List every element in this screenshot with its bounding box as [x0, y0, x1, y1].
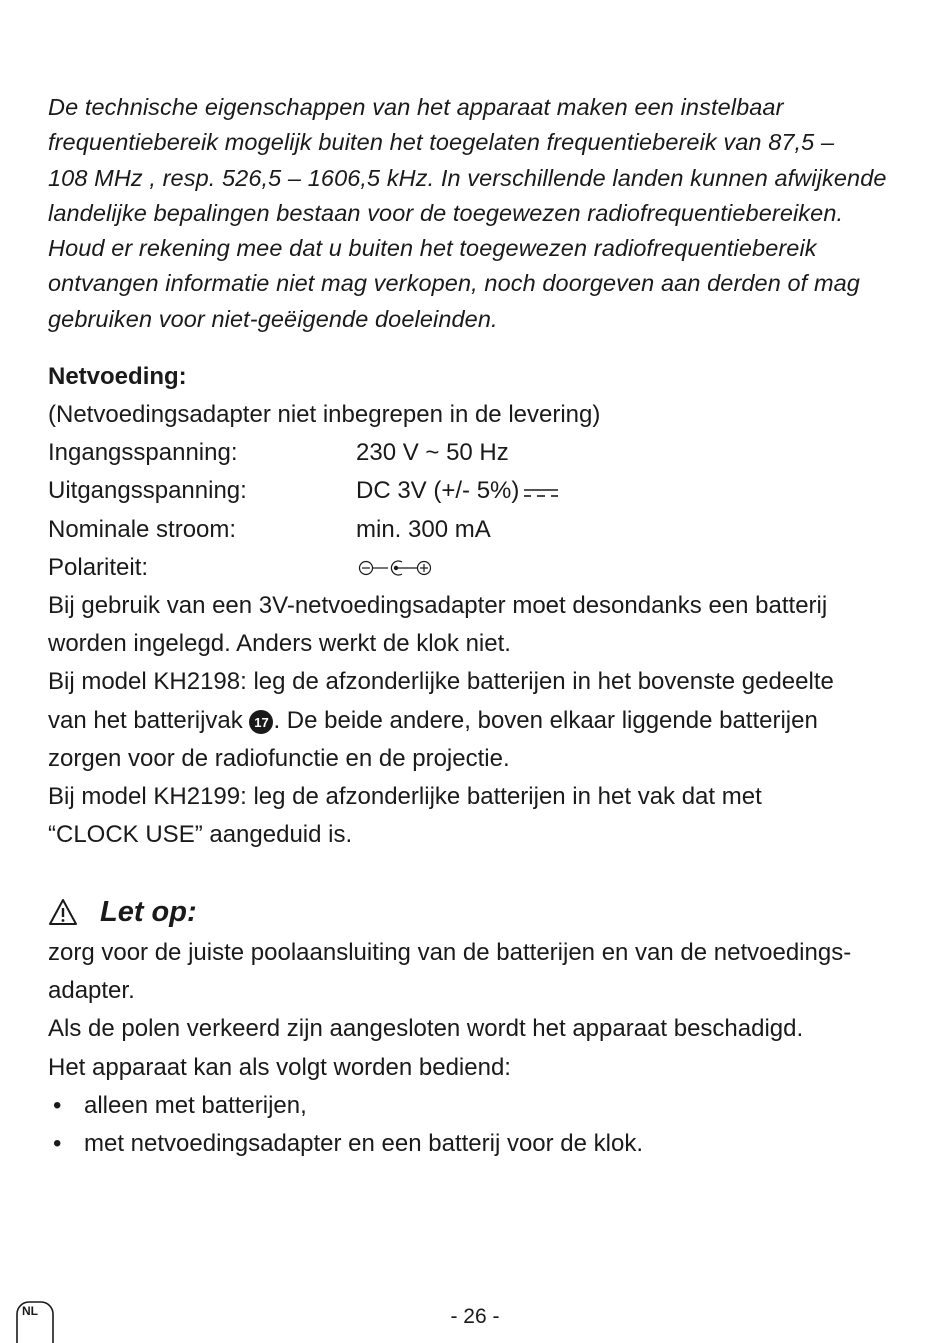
- battery-line: “CLOCK USE” aangeduid is.: [48, 821, 353, 849]
- polarity-icon: [356, 558, 436, 578]
- list-item: [48, 1087, 908, 1125]
- spec-row-input-voltage: [48, 434, 908, 472]
- warning-section: [48, 934, 908, 1163]
- intro-paragraph: [48, 90, 908, 337]
- spec-value: min. 300 mA: [356, 515, 491, 543]
- battery-line: Bij model KH2199: leg de afzonderlijke batterijen in het vak dat met: [48, 782, 762, 810]
- compartment-prefix: van het batterijvak: [48, 706, 243, 734]
- spec-value: 230 V ~ 50 Hz: [356, 439, 509, 467]
- intro-line: frequentiebereik mogelijk buiten het toegelaten frequentiebereik van 87,5 –: [48, 129, 835, 156]
- compartment-number-badge: 17: [249, 710, 273, 734]
- battery-line: zorgen voor de radiofunctie en de projectie.: [48, 744, 510, 772]
- power-section: [48, 396, 908, 854]
- list-item-text: met netvoedingsadapter en een batterij voor de klok.: [84, 1130, 644, 1158]
- spec-value-wrapper: [356, 472, 559, 510]
- warning-title: Let op:: [100, 896, 197, 928]
- warning-line: adapter.: [48, 977, 135, 1005]
- list-item: [48, 1125, 908, 1163]
- page-number: - 26 -: [450, 1305, 500, 1328]
- bullet-icon: •: [53, 1091, 62, 1119]
- battery-compartment-line: [48, 702, 908, 740]
- intro-line: Houd er rekening mee dat u buiten het toegewezen radiofrequentiebereik: [48, 235, 817, 262]
- list-item-text: alleen met batterijen,: [84, 1091, 307, 1119]
- language-code: NL: [22, 1304, 38, 1318]
- power-heading: Netvoeding:: [48, 363, 187, 390]
- spec-value-wrapper: [356, 549, 436, 587]
- spec-label: Ingangsspanning:: [48, 439, 238, 467]
- intro-line: De technische eigenschappen van het apparaat maken een instelbaar: [48, 94, 784, 120]
- power-note: (Netvoedingsadapter niet inbegrepen in de levering): [48, 401, 601, 428]
- battery-line: worden ingelegd. Anders werkt de klok niet.: [48, 630, 511, 658]
- spec-value: DC 3V (+/- 5%): [356, 477, 520, 505]
- battery-line: Bij gebruik van een 3V-netvoedingsadapter moet desondanks een batterij: [48, 591, 828, 619]
- intro-line: ontvangen informatie niet mag verkopen, noch doorgeven aan derden of mag: [48, 270, 860, 297]
- spec-row-polarity: [48, 549, 908, 587]
- warning-line: Het apparaat kan als volgt worden bediend:: [48, 1053, 511, 1081]
- warning-heading: [48, 890, 197, 934]
- dc-current-icon: [523, 486, 559, 500]
- battery-line: Bij model KH2198: leg de afzonderlijke batterijen in het bovenste gedeelte: [48, 668, 834, 696]
- spec-label: Polariteit:: [48, 553, 149, 581]
- spec-label: Nominale stroom:: [48, 515, 237, 543]
- warning-triangle-icon: [48, 898, 78, 926]
- compartment-suffix: . De beide andere, boven elkaar liggende batterijen: [273, 706, 818, 734]
- spec-row-rated-current: [48, 511, 908, 549]
- bullet-icon: •: [53, 1130, 62, 1158]
- warning-line: zorg voor de juiste poolaansluiting van de batterijen en van de netvoedings-: [48, 939, 852, 966]
- intro-line: landelijke bepalingen bestaan voor de toegewezen radiofrequentiebereiken.: [48, 199, 844, 226]
- page-content: [48, 90, 908, 1158]
- spec-row-output-voltage: [48, 472, 908, 510]
- warning-line: Als de polen verkeerd zijn aangesloten wordt het apparaat beschadigd.: [48, 1015, 804, 1043]
- spec-label: Uitgangsspanning:: [48, 477, 247, 505]
- intro-line: 108 MHz , resp. 526,5 – 1606,5 kHz. In verschillende landen kunnen afwijkende: [48, 164, 887, 191]
- intro-line: gebruiken voor niet-geëigende doeleinden.: [48, 305, 498, 332]
